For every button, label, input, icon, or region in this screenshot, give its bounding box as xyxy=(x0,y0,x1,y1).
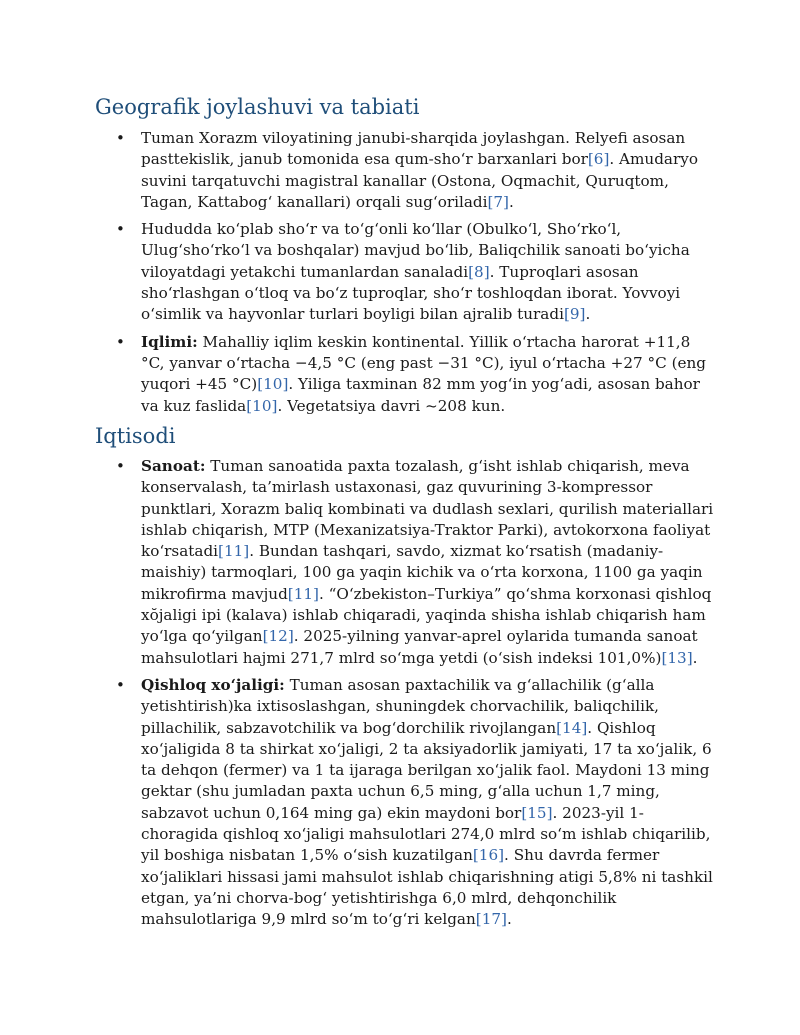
item-text: . xyxy=(506,910,512,929)
item-text: Tuman sanoatida paxta tozalash, g‘isht ishlab chiqarish, meva konservalash, ta’mirlash ustaxonasi, gaz quvurining 3-kompressor punktlari, Xorazm baliq kombinati va dudlash sexlari, qurilish materiallari ishlab chiqarish, MTP (Mexanizatsiya-Traktor Parki), avtokorxona faoliyat ko‘rsatadi xyxy=(141,457,714,561)
section-heading-geography: Geografik joylashuvi va tabiati xyxy=(95,95,420,119)
list-item xyxy=(95,128,715,213)
item-text: Tuman asosan paxtachilik va g‘allachilik (g‘alla yetishtirish)ka ixtisoslashgan, shuningdek chorvachilik, baliqchilik, pillachilik, sabzavotchilik va bog‘dorchilik rivojlangan xyxy=(141,675,659,737)
citation-link[interactable]: [15] xyxy=(521,803,553,822)
citation-link[interactable]: [13] xyxy=(661,648,693,667)
item-text: . 2023-yil 1-choragida qishloq xo‘jaligi mahsulotlari 274,0 mlrd so‘m ishlab chiqarilib, yil boshiga nisbatan 1,5% o‘sish kuzatilgan xyxy=(141,803,711,865)
citation-link[interactable]: [16] xyxy=(472,846,505,865)
item-label: Iqlimi: xyxy=(141,332,198,351)
item-label: Sanoat: xyxy=(141,457,206,475)
item-text: Tuman Xorazm viloyatining janubi-sharqida joylashgan. Relyefi asosan pasttekislik, janub tomonida esa qum-sho‘r barxanlari bor xyxy=(141,129,686,169)
citation-link[interactable]: [6] xyxy=(587,150,610,169)
citation-link[interactable]: [12] xyxy=(262,627,294,646)
item-text: . Shu davrda fermer xo‘jaliklari hissasi jami mahsulot ishlab chiqarishning atigi 5,8% ni tashkil etgan, ya’ni chorva-bog‘ yetishtirishga 6,0 mlrd, dehqonchilik mahsulotlariga 9,9 mlrd so‘m to‘g‘ri kelgan xyxy=(141,846,713,929)
list-item xyxy=(95,456,715,669)
citation-link[interactable]: [14] xyxy=(556,718,588,737)
list-item xyxy=(95,675,715,931)
citation-link[interactable]: [17] xyxy=(475,910,507,929)
item-text: . Tuproqlari asosan sho‘rlashgan o‘tloq va bo‘z tuproqlar, sho‘r toshloqdan iborat. Yovvoyi o‘simlik va hayvonlar turlari boyligi bilan ajralib turadi xyxy=(141,262,681,324)
item-text: . Qishloq xo‘jaligida 8 ta shirkat xo‘jaligi, 2 ta aksiyadorlik jamiyati, 17 ta xo‘jalik, 6 ta dehqon (fermer) va 1 ta ijaraga berilgan xo‘jalik faol. Maydoni 13 ming gektar (shu jumladan paxta uchun 6,5 ming, g‘alla uchun 1,7 ming, sabzavot uchun 0,164 ming ga) ekin maydoni bor xyxy=(141,718,712,822)
list-item xyxy=(95,219,715,325)
item-text: . Bundan tashqari, savdo, xizmat ko‘rsatish (madaniy-maishiy) tarmoqlari, 100 ga yaqin kichik va o‘rta korxona, 1100 ga yaqin mikrofirma mavjud xyxy=(141,542,703,603)
citation-link[interactable]: [10] xyxy=(257,375,289,394)
citation-link[interactable]: [11] xyxy=(287,584,319,603)
geography-list xyxy=(95,128,715,423)
citation-link[interactable]: [8] xyxy=(468,262,490,281)
item-text: . xyxy=(508,192,514,211)
item-text: . xyxy=(692,648,698,667)
list-item xyxy=(95,332,715,417)
item-text: . “O‘zbekiston–Turkiya” qo‘shma korxonasi qishloq xŏjaligi ipi (kalava) ishlab chiqaradi, yaqinda shisha ishlab chiqarish ham yo‘lga qo‘yilgan xyxy=(141,584,712,646)
citation-link[interactable]: [10] xyxy=(246,396,278,415)
item-text: . xyxy=(585,305,591,324)
item-text: Mahalliy iqlim keskin kontinental. Yillik o‘rtacha harorat +11,8 °C, yanvar o‘rtacha −4,5 °C (eng past −31 °C), iyul o‘rtacha +27 °C (eng yuqori +45 °C) xyxy=(141,332,706,394)
item-text: . Amudaryo suvini tarqatuvchi magistral kanallar (Ostona, Oqmachit, Quruqtom, Tagan, Kattabog‘ kanallari) orqali sug‘oriladi xyxy=(141,150,698,211)
item-text: Hududda ko‘plab sho‘r va to‘g‘onli ko‘llar (Obulko‘l, Sho‘rko‘l, Ulug‘sho‘rko‘l va boshqalar) mavjud bo‘lib, Baliqchilik sanoati bo‘yicha viloyatdagi yetakchi tumanlardan sanaladi xyxy=(141,220,690,281)
item-text: . Yiliga taxminan 82 mm yog‘in yog‘adi, asosan bahor va kuz faslida xyxy=(141,375,700,415)
item-text: . 2025-yilning yanvar-aprel oylarida tumanda sanoat mahsulotlari hajmi 271,7 mlrd so‘mga yetdi (o‘sish indeksi 101,0%) xyxy=(141,627,698,667)
citation-link[interactable]: [11] xyxy=(218,542,250,561)
section-heading-economy: Iqtisodi xyxy=(95,424,176,448)
citation-link[interactable]: [9] xyxy=(563,305,586,324)
item-label: Qishloq xo‘jaligi: xyxy=(141,675,285,694)
economy-list xyxy=(95,456,715,937)
item-text: . Vegetatsiya davri ~208 kun. xyxy=(277,396,506,415)
citation-link[interactable]: [7] xyxy=(487,192,509,211)
